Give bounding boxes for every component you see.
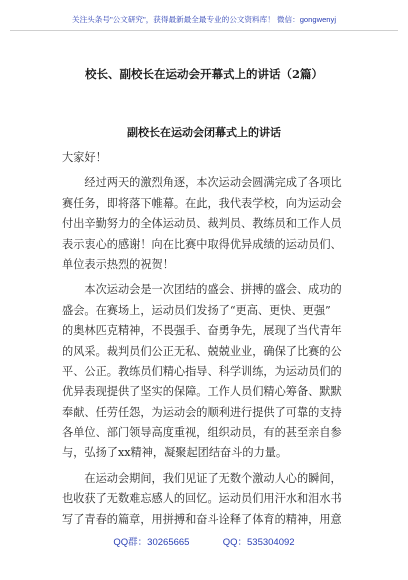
body-line: 盛会。在赛场上，运动员们发扬了“更高、更快、更强” [62, 303, 331, 317]
body-line: 经过两天的激烈角逐，本次运动会圆满完成了各项比 [62, 176, 342, 190]
document-title: 校长、副校长在运动会开幕式上的讲话（2篇） [85, 67, 323, 81]
document-body [62, 148, 354, 535]
body-line: 各单位、部门领导高度重视，组织动员，有的甚至亲自参 [62, 426, 342, 440]
footer-qq: QQ：535304092 [222, 537, 295, 548]
body-line: 的奥林匹克精神，不畏强手、奋勇争先，展现了当代青年 [62, 324, 342, 338]
body-line: 平、公正。教练员们精心指导、科学训练，为运动员们的 [62, 364, 342, 378]
footer-contact [0, 534, 408, 548]
body-line: 与，弘扬了xx精神，凝聚起团结奋斗的力量。 [62, 446, 288, 460]
body-line: 赛任务，即将落下帷幕。在此，我代表学校，向为运动会 [62, 196, 342, 210]
paragraph-1 [62, 173, 354, 275]
body-line: 也收获了无数难忘感人的回忆。运动员们用汗水和泪水书 [62, 492, 342, 506]
paragraph-2 [62, 280, 354, 464]
body-line: 写了青春的篇章，用拼搏和奋斗诠释了体育的精神，用意 [62, 512, 342, 526]
body-line: 优异表现提供了坚实的保障。工作人员们精心筹备、默默 [62, 385, 342, 399]
body-line: 的风采。裁判员们公正无私、兢兢业业，确保了比赛的公 [62, 344, 342, 358]
body-line: 在运动会期间，我们见证了无数个激动人心的瞬间， [62, 471, 342, 485]
body-line: 本次运动会是一次团结的盛会、拼搏的盛会、成功的 [62, 283, 342, 297]
greeting-line: 大家好！ [62, 151, 107, 164]
greeting-paragraph [62, 148, 354, 168]
footer-qq-group: QQ群：30265665 [113, 537, 190, 548]
header-banner: 关注头条号"公文研究"，获得最新最全最专业的公文资料库！ 微信：gongwenyj [71, 15, 337, 24]
body-line: 奉献、任劳任怨，为运动会的顺利进行提供了可靠的支持 [62, 405, 342, 419]
header-divider [10, 30, 398, 31]
section-title: 副校长在运动会闭幕式上的讲话 [127, 126, 281, 139]
body-line: 付出辛勤努力的全体运动员、裁判员、教练员和工作人员 [62, 217, 342, 231]
body-line: 单位表示热烈的祝贺！ [62, 257, 174, 271]
paragraph-3 [62, 469, 354, 530]
body-line: 表示衷心的感谢！向在比赛中取得优异成绩的运动员们、 [62, 237, 342, 251]
